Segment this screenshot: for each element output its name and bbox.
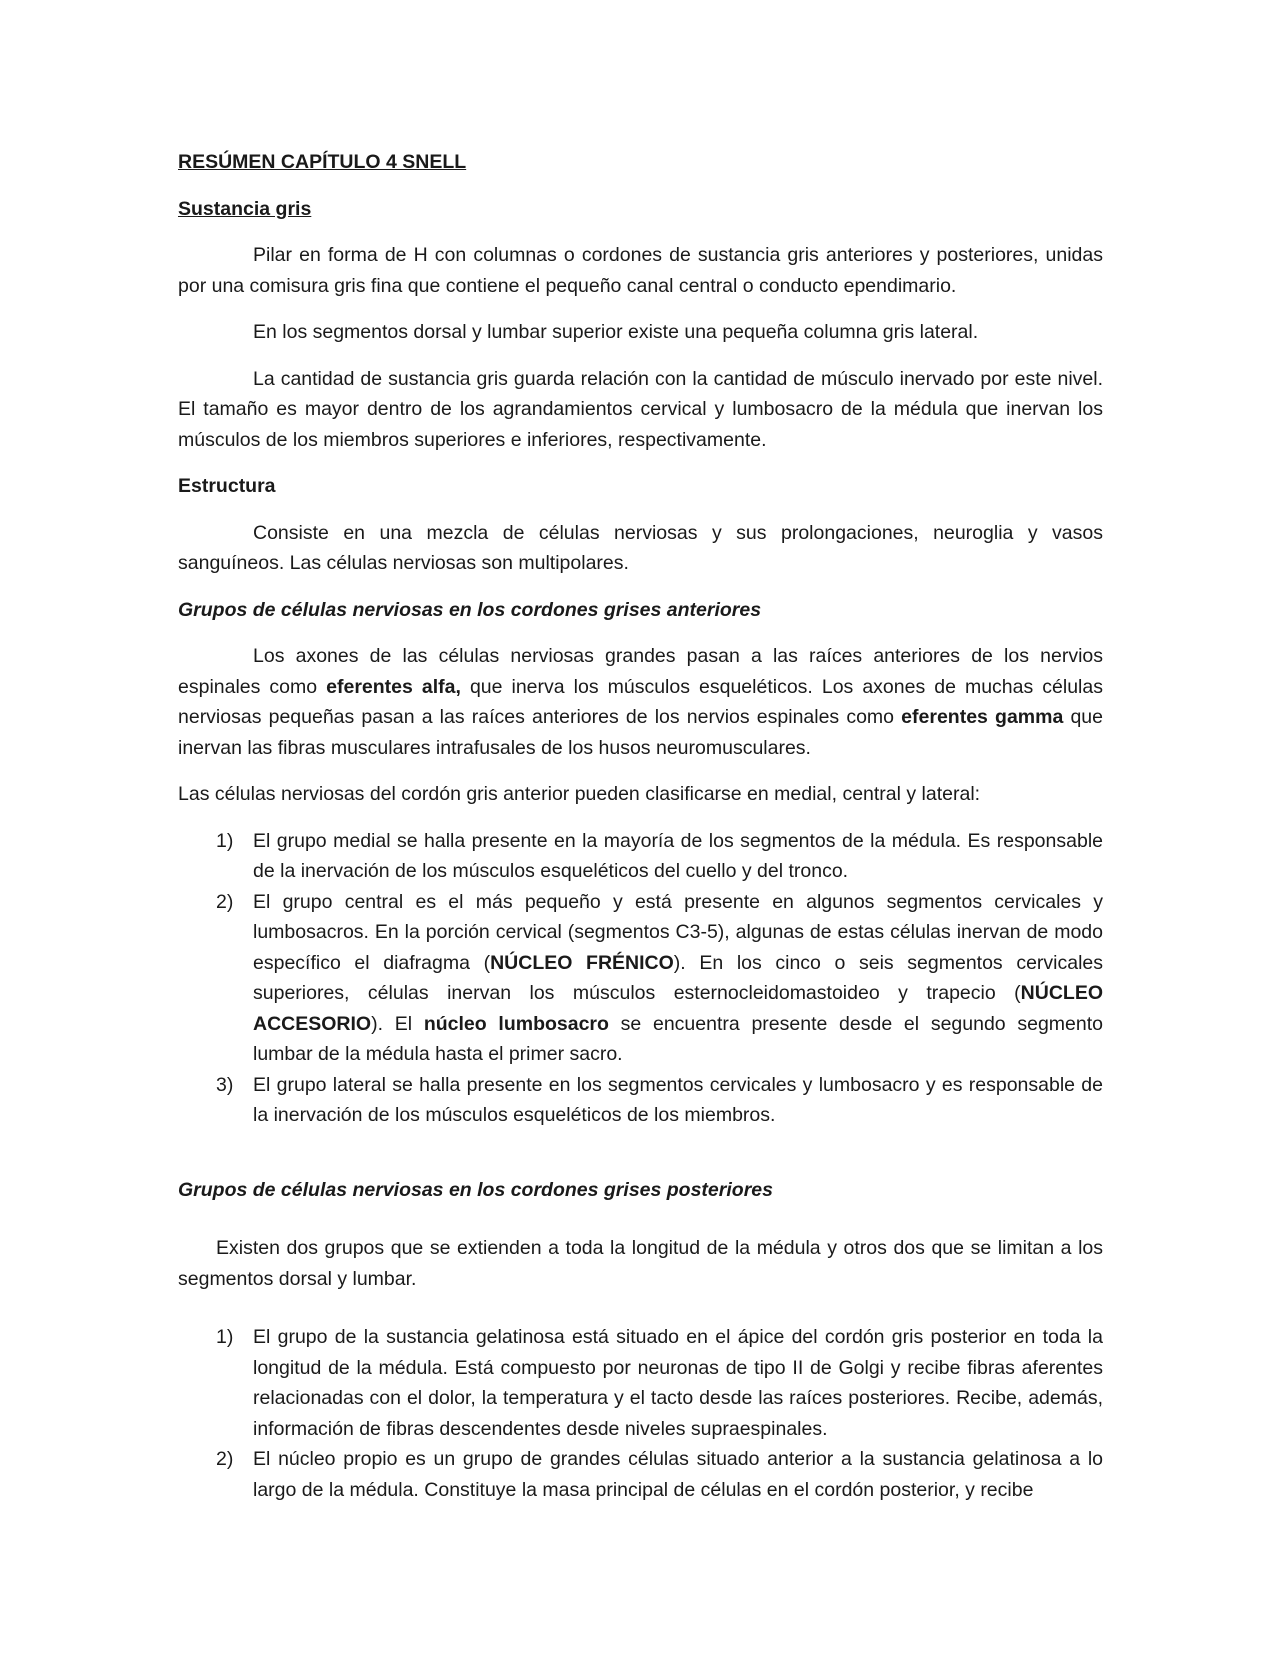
bold-term: eferentes alfa,: [326, 675, 461, 698]
spacer: [178, 1147, 1103, 1175]
paragraph: Consiste en una mezcla de células nerviosas y sus prolongaciones, neuroglia y vasos sanguíneos. Las células nerviosas son multipolares.: [178, 521, 1103, 574]
list-item: [178, 1070, 1103, 1131]
list-item-text: El grupo de la sustancia gelatinosa está situado en el ápice del cordón gris posterior en toda la longitud de la médula. Está compuesto por neuronas de tipo II de Golgi y recibe fibras aferentes relacionadas con el dolor, la temperatura y el tacto desde las raíces posteriores. Recibe, además, información de fibras descendentes desde niveles supraespinales.: [253, 1326, 1103, 1440]
list-item: [178, 1322, 1103, 1444]
document-page: [178, 147, 1103, 1521]
spacer: [178, 1310, 1103, 1322]
text-run: El grupo central es el más pequeño y está presente en algunos segmentos cervicales y lumbosacros. En la porción cervical (segmentos C3-5), algunas de estas células inervan de modo específico el diafragma (: [253, 890, 1103, 974]
bold-term: NÚCLEO FRÉNICO: [490, 951, 674, 974]
list-number: 1): [216, 829, 234, 852]
list-number: 2): [216, 1448, 234, 1470]
paragraph: En los segmentos dorsal y lumbar superior existe una pequeña columna gris lateral.: [253, 321, 979, 343]
numbered-list-posterior: [178, 1322, 1103, 1505]
heading-cordones-anteriores: Grupos de células nerviosas en los cordones grises anteriores: [178, 598, 762, 621]
bold-term: NÚCLEO ACCESORIO: [253, 982, 1103, 1035]
heading-cordones-posteriores: Grupos de células nerviosas en los cordones grises posteriores: [178, 1178, 773, 1201]
text-run: ). En los cinco o seis segmentos cervicales superiores, células inervan los músculos esternocleidomastoideo y trapecio (: [253, 951, 1104, 1004]
paragraph: Las células nerviosas del cordón gris anterior pueden clasificarse en medial, central y lateral:: [178, 783, 981, 805]
list-item-text: El núcleo propio es un grupo de grandes células situado anterior a la sustancia gelatinosa a lo largo de la médula. Constituye la masa principal de células en el cordón posterior, y recibe: [253, 1448, 1103, 1501]
text-run: Los axones de las células nerviosas grandes pasan a las raíces anteriores de los nervios espinales como: [178, 645, 1103, 698]
paragraph: [178, 641, 1103, 763]
spacer: [178, 1221, 1103, 1233]
paragraph: Existen dos grupos que se extienden a toda la longitud de la médula y otros dos que se limitan a los segmentos dorsal y lumbar.: [178, 1237, 1103, 1290]
text-run: que inervan las fibras musculares intrafusales de los husos neuromusculares.: [178, 706, 1103, 759]
heading-estructura: Estructura: [178, 475, 276, 497]
list-number: 2): [216, 890, 234, 913]
numbered-list-anterior: [178, 826, 1103, 1131]
bold-term: eferentes gamma: [901, 706, 1064, 728]
document-title: RESÚMEN CAPÍTULO 4 SNELL: [178, 151, 467, 173]
list-item: [178, 1444, 1103, 1505]
list-number: 3): [216, 1073, 234, 1096]
text-run: se encuentra presente desde el segundo segmento lumbar de la médula hasta el primer sacro.: [253, 1012, 1104, 1065]
list-item-text: El grupo medial se halla presente en la mayoría de los segmentos de la médula. Es responsable de la inervación de los músculos esqueléticos del cuello y del tronco.: [253, 829, 1103, 882]
heading-sustancia-gris: Sustancia gris: [178, 197, 312, 220]
paragraph: Pilar en forma de H con columnas o cordones de sustancia gris anteriores y posteriores, unidas por una comisura gris fina que contiene el pequeño canal central o conducto ependimario.: [178, 244, 1103, 297]
list-number: 1): [216, 1326, 234, 1348]
text-run: ). El: [371, 1012, 424, 1035]
paragraph: La cantidad de sustancia gris guarda relación con la cantidad de músculo inervado por este nivel. El tamaño es mayor dentro de los agrandamientos cervical y lumbosacro de la médula que inervan los músculos de los miembros superiores e inferiores, respectivamente.: [178, 367, 1103, 451]
bold-term: núcleo lumbosacro: [423, 1012, 609, 1035]
list-item: [178, 826, 1103, 887]
list-item: [178, 887, 1103, 1070]
text-run: que inerva los músculos esqueléticos. Los axones de muchas células nerviosas pequeñas pasan a las raíces anteriores de los nervios espinales como: [178, 675, 1103, 728]
list-item-text: El grupo lateral se halla presente en los segmentos cervicales y lumbosacro y es responsable de la inervación de los músculos esqueléticos de los miembros.: [253, 1073, 1103, 1126]
